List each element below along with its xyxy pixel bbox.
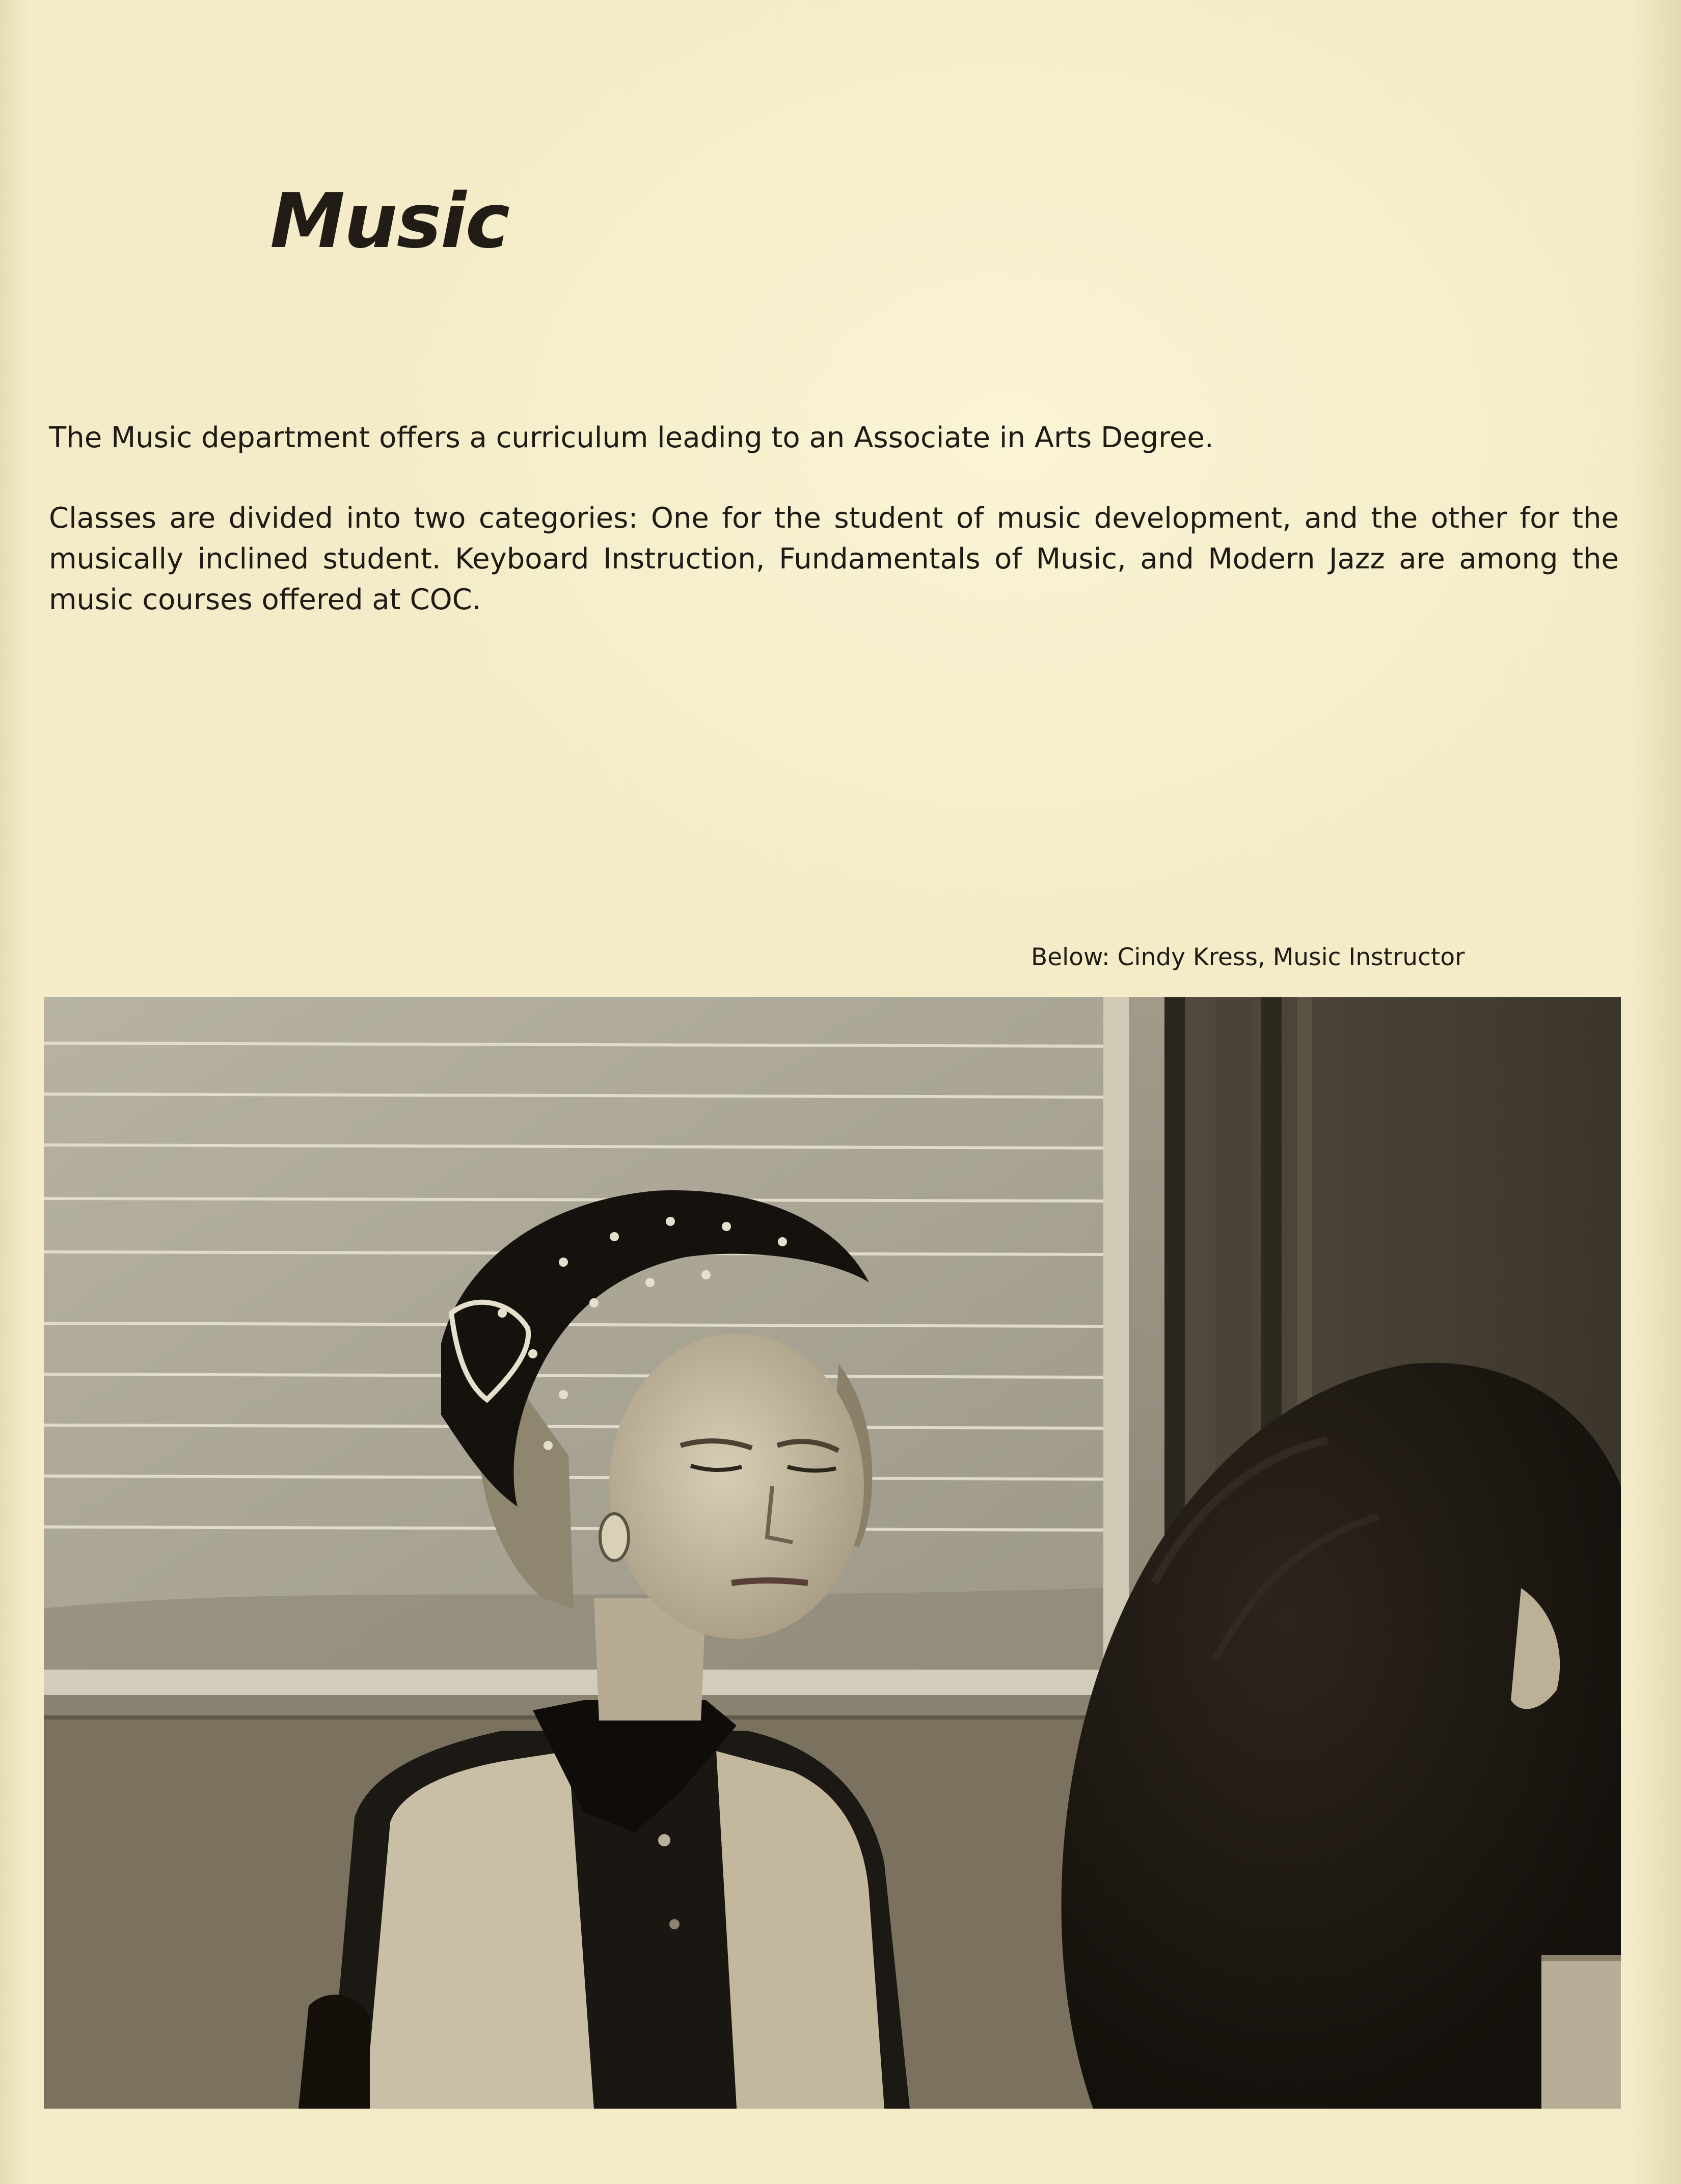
classes-paragraph: Classes are divided into two categories: One for the student of music development, and the other for the musically inclined student. Keyboard Instruction, Fundamentals of Music, and Modern Jazz are among the music courses offered at COC. <box>49 502 1619 616</box>
photo-caption: Below: Cindy Kress, Music Instructor <box>1031 943 1465 971</box>
classroom-photo-illustration <box>44 997 1621 2109</box>
page-title: Music <box>270 177 509 265</box>
intro-paragraph: The Music department offers a curriculum leading to an Associate in Arts Degree. <box>49 421 1214 454</box>
classroom-photo <box>44 997 1621 2109</box>
